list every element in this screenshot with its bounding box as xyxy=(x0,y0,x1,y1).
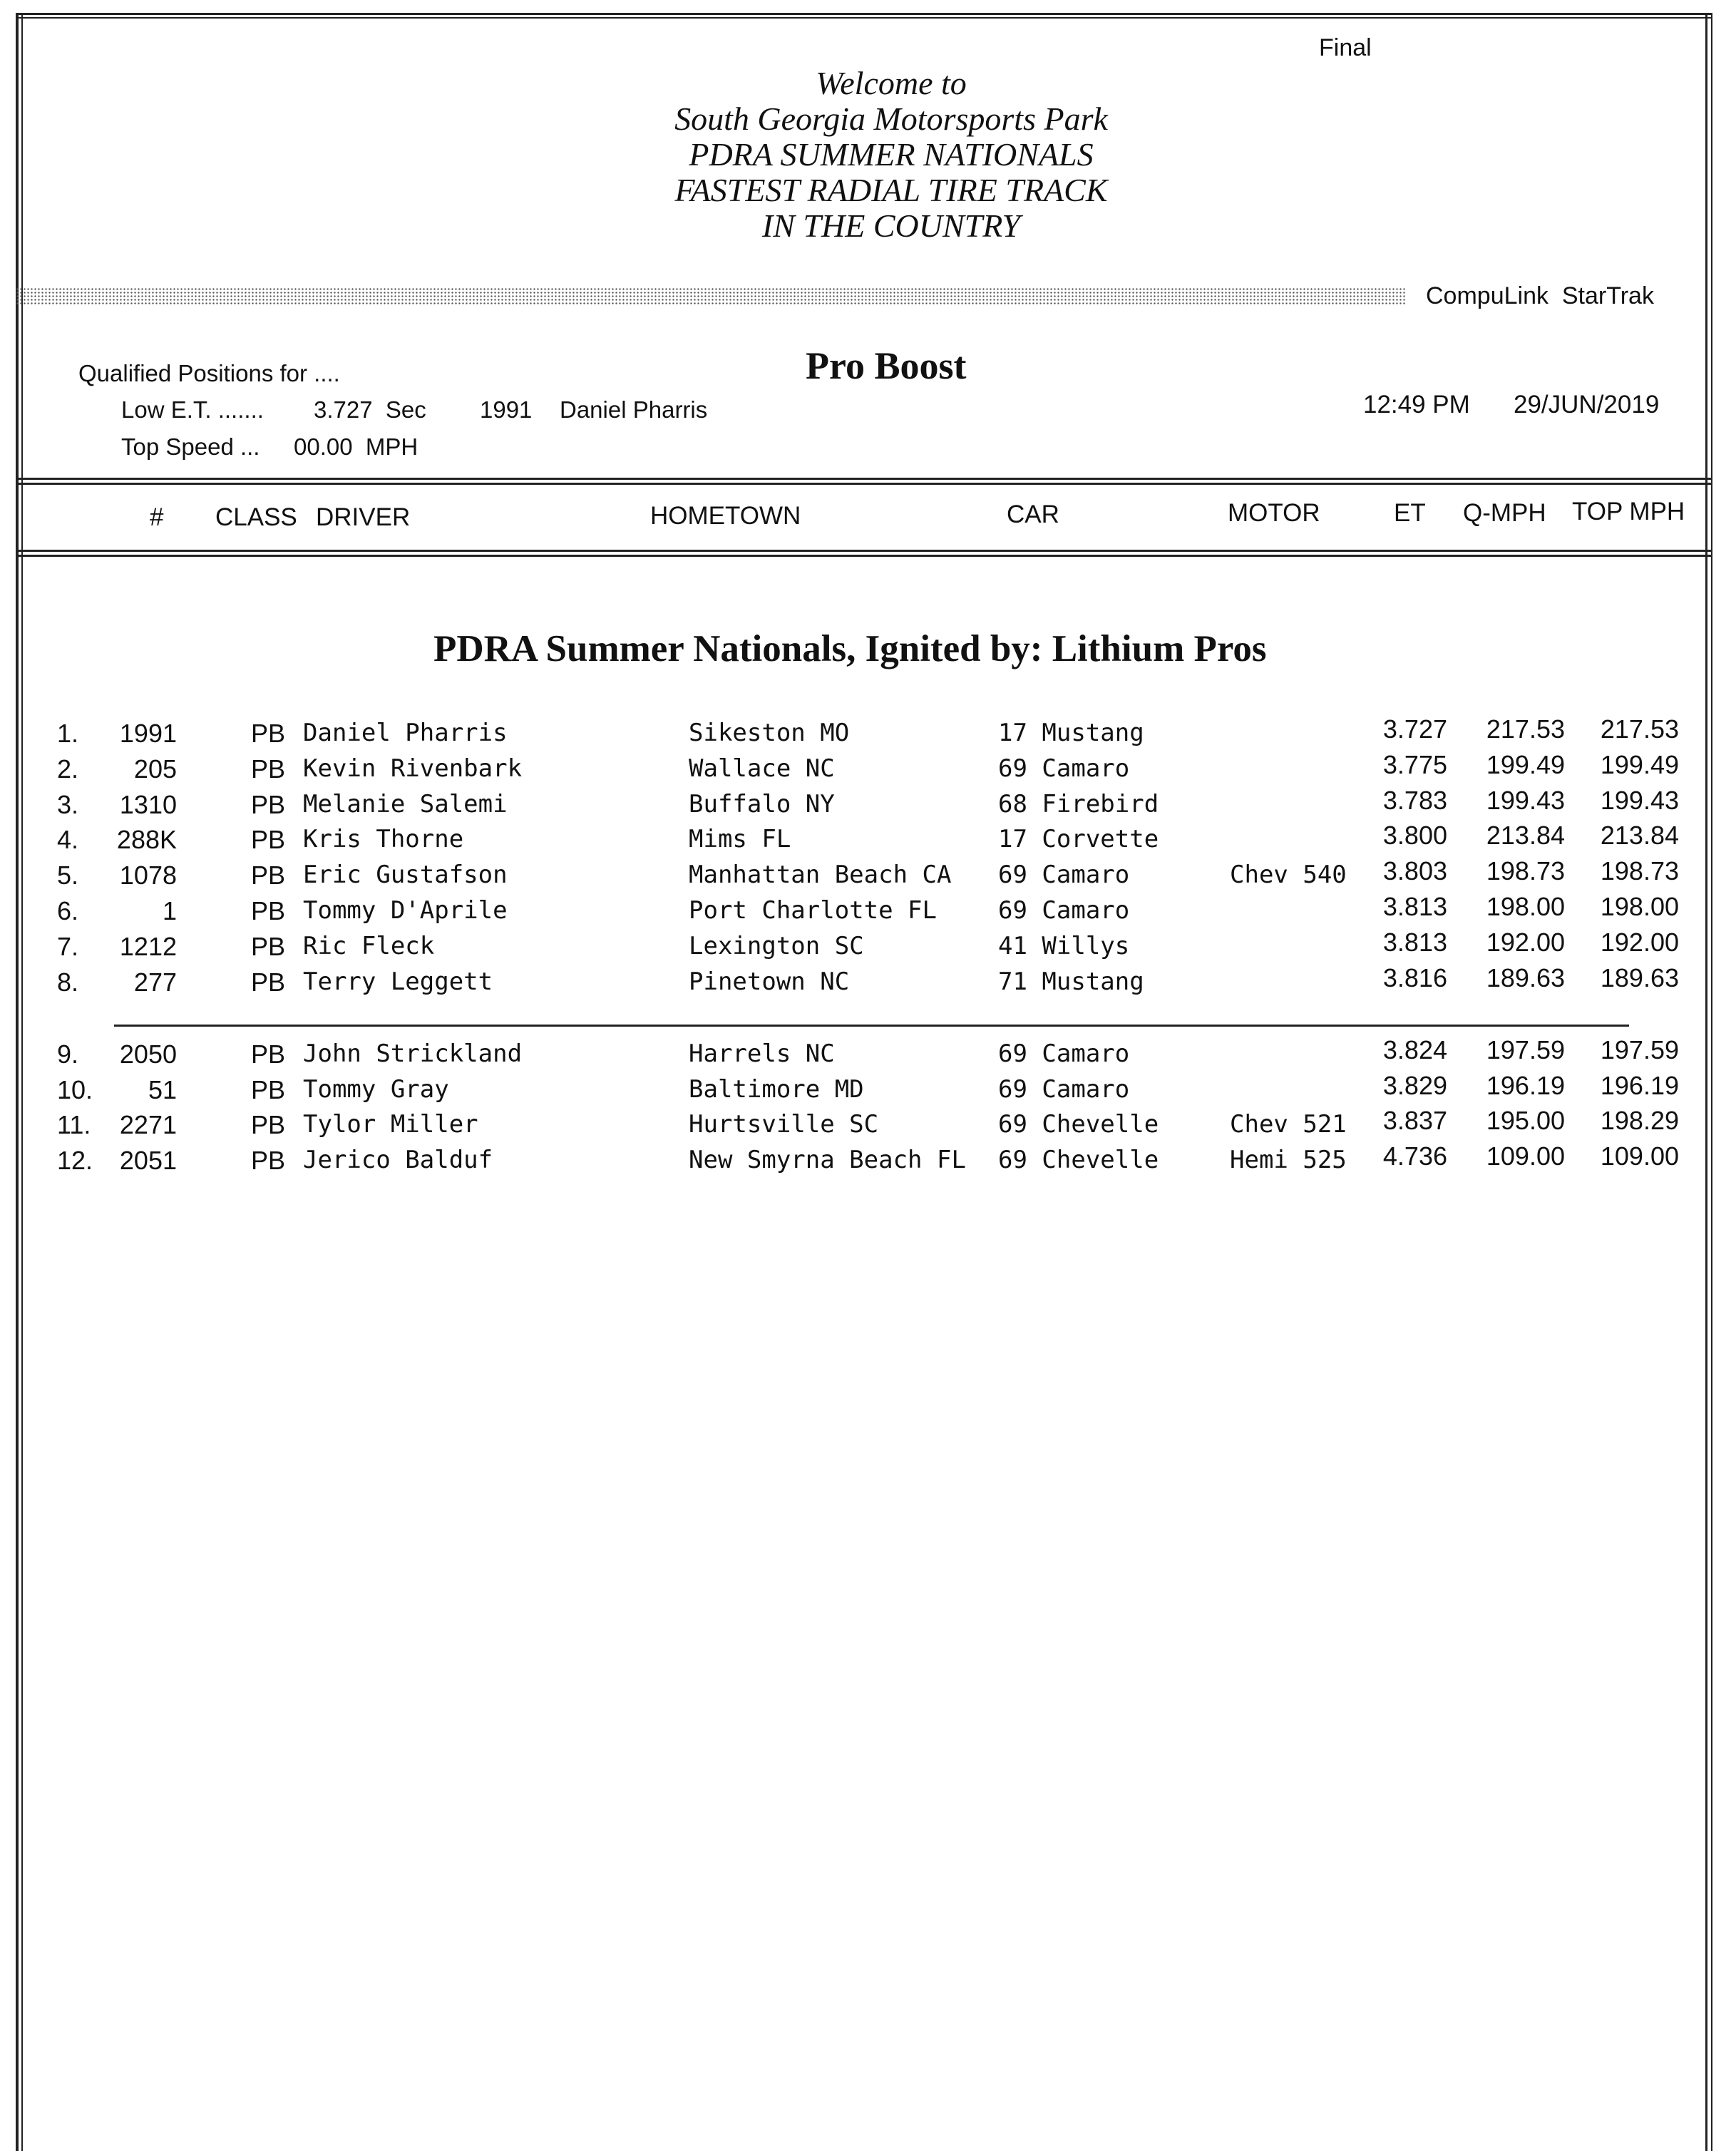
cell-class: PB xyxy=(251,932,286,961)
cell-qmph: 195.00 xyxy=(1486,1106,1565,1135)
welcome-line-4: FASTEST RADIAL TIRE TRACK xyxy=(674,172,1108,208)
cell-motor: Chev 540 xyxy=(1230,861,1347,889)
cell-num: 205 xyxy=(133,754,177,784)
frame-top-line xyxy=(16,13,1712,15)
cell-car: 69 Camaro xyxy=(998,1039,1130,1068)
cell-driver: Kevin Rivenbark xyxy=(303,754,523,783)
cell-pos: 5. xyxy=(57,861,79,890)
cell-qmph: 217.53 xyxy=(1486,714,1565,744)
col-qmph: Q-MPH xyxy=(1463,499,1546,527)
low-et-label: Low E.T. ....... xyxy=(121,396,264,423)
bump-line xyxy=(114,1025,1629,1027)
cell-class: PB xyxy=(251,825,286,854)
frame-top-line-inner xyxy=(16,17,1712,19)
welcome-line-1: Welcome to xyxy=(816,65,967,101)
cell-pos: 6. xyxy=(57,896,79,925)
cell-pos: 8. xyxy=(57,967,79,997)
cell-qmph: 199.43 xyxy=(1486,786,1565,815)
cell-num: 2271 xyxy=(119,1110,177,1139)
cell-motor: Hemi 525 xyxy=(1230,1146,1347,1174)
cell-et: 3.816 xyxy=(1382,963,1447,992)
cell-et: 3.803 xyxy=(1382,856,1447,885)
cell-pos: 12. xyxy=(57,1146,93,1175)
header-rule-top-1 xyxy=(16,478,1712,480)
cell-et: 3.813 xyxy=(1382,928,1447,957)
col-driver: DRIVER xyxy=(316,503,411,531)
cell-hometown: Pinetown NC xyxy=(689,967,850,996)
cell-qmph: 199.49 xyxy=(1486,750,1565,779)
cell-et: 3.783 xyxy=(1382,786,1447,815)
dotted-band xyxy=(16,287,1406,306)
cell-num: 51 xyxy=(148,1075,177,1104)
col-num: # xyxy=(150,503,164,531)
cell-topmph: 192.00 xyxy=(1600,928,1679,957)
header-rule-bottom-1 xyxy=(16,550,1712,552)
cell-class: PB xyxy=(251,1110,286,1139)
cell-pos: 10. xyxy=(57,1075,93,1104)
col-et: ET xyxy=(1394,499,1426,527)
cell-hometown: Baltimore MD xyxy=(689,1075,864,1104)
cell-driver: Tommy D'Aprile xyxy=(303,896,508,925)
cell-car: 69 Chevelle xyxy=(998,1146,1159,1174)
cell-topmph: 198.73 xyxy=(1600,856,1679,885)
cell-hometown: Wallace NC xyxy=(689,754,835,783)
cell-topmph: 198.29 xyxy=(1600,1106,1679,1135)
cell-pos: 1. xyxy=(57,719,79,748)
cell-et: 4.736 xyxy=(1382,1141,1447,1171)
cell-hometown: Manhattan Beach CA xyxy=(689,861,952,889)
cell-qmph: 197.59 xyxy=(1486,1035,1565,1064)
cell-hometown: Buffalo NY xyxy=(689,790,835,818)
cell-num: 2051 xyxy=(119,1146,177,1175)
cell-topmph: 199.49 xyxy=(1600,750,1679,779)
top-speed-label: Top Speed ... xyxy=(121,433,260,460)
class-title: Pro Boost xyxy=(806,344,967,387)
frame-left-line xyxy=(16,14,19,2151)
cell-driver: Jerico Balduf xyxy=(303,1146,493,1174)
cell-car: 17 Mustang xyxy=(998,719,1144,747)
header-rule-top-2 xyxy=(16,483,1712,485)
cell-car: 69 Chevelle xyxy=(998,1110,1159,1139)
col-car: CAR xyxy=(1007,500,1059,528)
low-et-number: 1991 xyxy=(480,396,533,423)
cell-car: 41 Willys xyxy=(998,932,1130,960)
cell-topmph: 198.00 xyxy=(1600,892,1679,921)
welcome-line-2: South Georgia Motorsports Park xyxy=(674,101,1108,137)
cell-driver: Melanie Salemi xyxy=(303,790,508,818)
cell-topmph: 213.84 xyxy=(1600,821,1679,850)
cell-class: PB xyxy=(251,1146,286,1175)
col-topmph: TOP MPH xyxy=(1572,498,1685,525)
cell-topmph: 109.00 xyxy=(1600,1141,1679,1171)
cell-hometown: Harrels NC xyxy=(689,1039,835,1068)
cell-et: 3.727 xyxy=(1382,714,1447,744)
cell-pos: 2. xyxy=(57,754,79,784)
cell-class: PB xyxy=(251,790,286,819)
system-label: CompuLink StarTrak xyxy=(1426,282,1654,309)
cell-driver: Eric Gustafson xyxy=(303,861,508,889)
cell-num: 1991 xyxy=(119,719,177,748)
cell-qmph: 192.00 xyxy=(1486,928,1565,957)
cell-topmph: 189.63 xyxy=(1600,963,1679,992)
cell-et: 3.837 xyxy=(1382,1106,1447,1135)
header-rule-bottom-2 xyxy=(16,555,1712,557)
cell-hometown: Hurtsville SC xyxy=(689,1110,879,1139)
report-date: 29/JUN/2019 xyxy=(1514,391,1660,419)
col-hometown: HOMETOWN xyxy=(650,502,801,530)
cell-topmph: 199.43 xyxy=(1600,786,1679,815)
cell-car: 69 Camaro xyxy=(998,1075,1130,1104)
cell-qmph: 213.84 xyxy=(1486,821,1565,850)
cell-pos: 3. xyxy=(57,790,79,819)
cell-car: 68 Firebird xyxy=(998,790,1159,818)
cell-class: PB xyxy=(251,1039,286,1069)
cell-qmph: 198.00 xyxy=(1486,892,1565,921)
status-label: Final xyxy=(1319,34,1372,61)
cell-pos: 4. xyxy=(57,825,79,854)
cell-car: 69 Camaro xyxy=(998,754,1130,783)
frame-left-line-inner xyxy=(21,14,23,2151)
cell-class: PB xyxy=(251,967,286,997)
cell-num: 1310 xyxy=(119,790,177,819)
cell-qmph: 196.19 xyxy=(1486,1071,1565,1100)
cell-class: PB xyxy=(251,754,286,784)
report-time: 12:49 PM xyxy=(1363,391,1470,419)
cell-qmph: 198.73 xyxy=(1486,856,1565,885)
cell-num: 1212 xyxy=(119,932,177,961)
cell-car: 69 Camaro xyxy=(998,896,1130,925)
cell-driver: Kris Thorne xyxy=(303,825,464,853)
cell-motor: Chev 521 xyxy=(1230,1110,1347,1139)
welcome-line-3: PDRA SUMMER NATIONALS xyxy=(689,136,1094,173)
cell-driver: Tommy Gray xyxy=(303,1075,449,1104)
cell-topmph: 197.59 xyxy=(1600,1035,1679,1064)
cell-num: 2050 xyxy=(119,1039,177,1069)
cell-et: 3.800 xyxy=(1382,821,1447,850)
cell-car: 69 Camaro xyxy=(998,861,1130,889)
cell-car: 71 Mustang xyxy=(998,967,1144,996)
frame-right-line-inner xyxy=(1711,14,1712,2151)
cell-car: 17 Corvette xyxy=(998,825,1159,853)
cell-hometown: Lexington SC xyxy=(689,932,864,960)
cell-class: PB xyxy=(251,861,286,890)
cell-num: 277 xyxy=(133,967,177,997)
cell-driver: Ric Fleck xyxy=(303,932,435,960)
event-title: PDRA Summer Nationals, Ignited by: Lithium Pros xyxy=(433,628,1267,669)
cell-pos: 7. xyxy=(57,932,79,961)
cell-num: 288K xyxy=(116,825,177,854)
cell-hometown: Mims FL xyxy=(689,825,791,853)
cell-qmph: 109.00 xyxy=(1486,1141,1565,1171)
low-et-driver: Daniel Pharris xyxy=(560,396,708,423)
cell-num: 1 xyxy=(162,896,177,925)
frame-right-line xyxy=(1705,14,1707,2151)
qualified-label: Qualified Positions for .... xyxy=(78,360,340,386)
cell-qmph: 189.63 xyxy=(1486,963,1565,992)
cell-class: PB xyxy=(251,719,286,748)
cell-hometown: Port Charlotte FL xyxy=(689,896,937,925)
cell-class: PB xyxy=(251,896,286,925)
cell-topmph: 217.53 xyxy=(1600,714,1679,744)
cell-et: 3.824 xyxy=(1382,1035,1447,1064)
cell-et: 3.829 xyxy=(1382,1071,1447,1100)
cell-et: 3.813 xyxy=(1382,892,1447,921)
cell-driver: Terry Leggett xyxy=(303,967,493,996)
cell-class: PB xyxy=(251,1075,286,1104)
welcome-line-5: IN THE COUNTRY xyxy=(761,207,1021,244)
cell-driver: Daniel Pharris xyxy=(303,719,508,747)
top-speed-value: 00.00 MPH xyxy=(294,433,418,460)
cell-et: 3.775 xyxy=(1382,750,1447,779)
cell-hometown: New Smyrna Beach FL xyxy=(689,1146,966,1174)
cell-pos: 11. xyxy=(57,1110,91,1139)
cell-topmph: 196.19 xyxy=(1600,1071,1679,1100)
cell-pos: 9. xyxy=(57,1039,79,1069)
cell-driver: John Strickland xyxy=(303,1039,523,1068)
cell-num: 1078 xyxy=(119,861,177,890)
col-motor: MOTOR xyxy=(1228,499,1320,527)
cell-hometown: Sikeston MO xyxy=(689,719,850,747)
low-et-value: 3.727 Sec xyxy=(314,396,426,423)
col-class: CLASS xyxy=(215,503,297,531)
cell-driver: Tylor Miller xyxy=(303,1110,478,1139)
